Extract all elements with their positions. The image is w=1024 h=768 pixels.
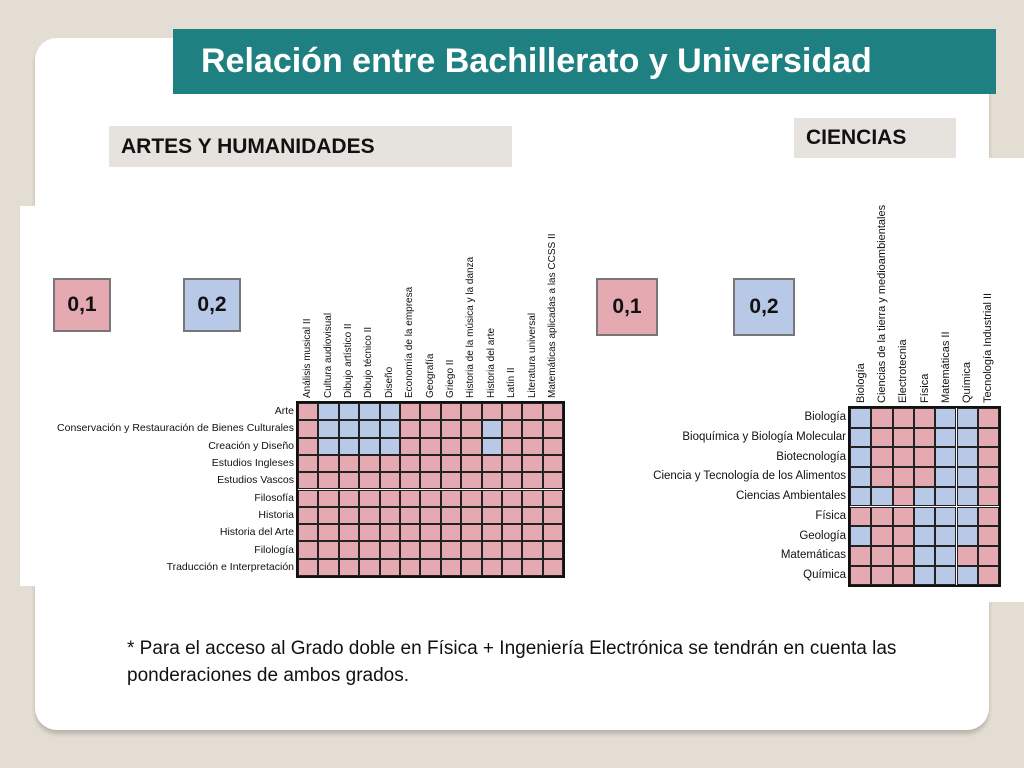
matrix-cell <box>380 472 400 489</box>
artes-matrix <box>296 401 565 578</box>
matrix-cell <box>850 526 871 546</box>
matrix-cell <box>914 467 935 487</box>
matrix-cell <box>441 559 461 576</box>
legend-weight-0-2: 0,2 <box>183 278 241 332</box>
matrix-cell <box>935 447 956 467</box>
row-header: Filosofía <box>254 491 294 504</box>
matrix-cell <box>461 403 481 420</box>
matrix-cell <box>957 408 978 428</box>
matrix-cell <box>914 447 935 467</box>
matrix-cell <box>339 472 359 489</box>
matrix-cell <box>380 455 400 472</box>
matrix-cell <box>318 438 338 455</box>
matrix-cell <box>850 467 871 487</box>
matrix-cell <box>978 507 999 527</box>
matrix-cell <box>359 541 379 558</box>
matrix-cell <box>380 420 400 437</box>
matrix-cell <box>420 559 440 576</box>
ciencias-section-label: CIENCIAS <box>794 118 956 158</box>
matrix-cell <box>893 487 914 507</box>
matrix-cell <box>441 403 461 420</box>
column-header: Cultura audiovisual <box>322 312 334 398</box>
matrix-cell <box>441 507 461 524</box>
matrix-cell <box>957 467 978 487</box>
matrix-cell <box>914 507 935 527</box>
matrix-cell <box>502 472 522 489</box>
matrix-cell <box>359 490 379 507</box>
matrix-cell <box>441 524 461 541</box>
matrix-cell <box>298 524 318 541</box>
matrix-cell <box>461 559 481 576</box>
matrix-cell <box>400 455 420 472</box>
matrix-cell <box>914 408 935 428</box>
matrix-cell <box>482 559 502 576</box>
matrix-cell <box>298 438 318 455</box>
row-header: Matemáticas <box>780 549 846 562</box>
matrix-cell <box>871 526 892 546</box>
matrix-cell <box>339 524 359 541</box>
matrix-cell <box>522 490 542 507</box>
matrix-cell <box>935 507 956 527</box>
matrix-cell <box>978 467 999 487</box>
row-header: Ciencia y Tecnología de los Alimentos <box>653 470 846 483</box>
matrix-cell <box>359 403 379 420</box>
matrix-cell <box>522 559 542 576</box>
row-header: Biología <box>804 411 846 424</box>
row-header: Bioquímica y Biología Molecular <box>682 431 846 444</box>
matrix-cell <box>441 472 461 489</box>
column-header: Historia del arte <box>485 327 497 398</box>
column-header: Matemáticas II <box>939 331 952 403</box>
row-header: Estudios Ingleses <box>211 457 294 470</box>
matrix-cell <box>441 490 461 507</box>
matrix-cell <box>400 541 420 558</box>
matrix-cell <box>914 428 935 448</box>
matrix-cell <box>871 546 892 566</box>
matrix-cell <box>339 455 359 472</box>
matrix-cell <box>339 507 359 524</box>
row-header: Historia del Arte <box>219 526 294 539</box>
footnote: * Para el acceso al Grado doble en Física + Ingeniería Electrónica se tendrán en cuenta las ponderaciones de ambos grados. <box>127 638 897 686</box>
legend-weight-0-1: 0,1 <box>53 278 111 332</box>
matrix-cell <box>522 403 542 420</box>
column-header: Diseño <box>383 366 395 398</box>
matrix-cell <box>359 420 379 437</box>
matrix-cell <box>420 420 440 437</box>
matrix-cell <box>957 546 978 566</box>
matrix-cell <box>871 566 892 586</box>
matrix-cell <box>543 472 563 489</box>
matrix-cell <box>914 487 935 507</box>
matrix-cell <box>482 438 502 455</box>
matrix-cell <box>502 559 522 576</box>
matrix-cell <box>298 490 318 507</box>
matrix-cell <box>380 490 400 507</box>
matrix-cell <box>318 559 338 576</box>
matrix-cell <box>298 559 318 576</box>
matrix-cell <box>871 487 892 507</box>
matrix-cell <box>522 438 542 455</box>
matrix-cell <box>339 403 359 420</box>
column-header: Química <box>961 362 974 403</box>
matrix-cell <box>380 507 400 524</box>
matrix-cell <box>380 438 400 455</box>
row-header: Biotecnología <box>776 450 846 463</box>
matrix-cell <box>871 447 892 467</box>
matrix-cell <box>318 472 338 489</box>
row-header: Física <box>815 509 846 522</box>
matrix-cell <box>420 403 440 420</box>
artes-table-panel <box>20 206 590 586</box>
matrix-cell <box>461 438 481 455</box>
row-header: Química <box>803 568 846 581</box>
matrix-cell <box>850 507 871 527</box>
matrix-cell <box>380 524 400 541</box>
matrix-cell <box>957 487 978 507</box>
matrix-cell <box>522 420 542 437</box>
matrix-cell <box>935 428 956 448</box>
column-header: Economía de la empresa <box>404 286 416 398</box>
matrix-cell <box>420 438 440 455</box>
matrix-cell <box>482 455 502 472</box>
matrix-cell <box>935 526 956 546</box>
matrix-cell <box>893 566 914 586</box>
matrix-cell <box>441 455 461 472</box>
matrix-cell <box>400 524 420 541</box>
matrix-cell <box>543 490 563 507</box>
matrix-cell <box>380 541 400 558</box>
row-header: Arte <box>274 405 294 418</box>
matrix-cell <box>482 507 502 524</box>
column-header: Literatura universal <box>526 312 538 398</box>
matrix-cell <box>482 490 502 507</box>
matrix-cell <box>543 541 563 558</box>
column-header: Griego II <box>445 359 456 398</box>
matrix-cell <box>957 507 978 527</box>
matrix-cell <box>850 566 871 586</box>
matrix-cell <box>893 507 914 527</box>
matrix-cell <box>502 438 522 455</box>
matrix-cell <box>935 546 956 566</box>
matrix-cell <box>359 524 379 541</box>
matrix-cell <box>978 487 999 507</box>
column-header: Física <box>918 373 931 403</box>
matrix-cell <box>893 526 914 546</box>
row-header: Geología <box>799 529 846 542</box>
matrix-cell <box>400 490 420 507</box>
matrix-cell <box>543 420 563 437</box>
matrix-cell <box>298 455 318 472</box>
matrix-cell <box>400 559 420 576</box>
matrix-cell <box>441 541 461 558</box>
matrix-cell <box>935 408 956 428</box>
matrix-cell <box>420 472 440 489</box>
artes-row-headers <box>20 206 294 586</box>
ciencias-table-panel <box>575 158 1024 602</box>
matrix-cell <box>850 447 871 467</box>
matrix-cell <box>482 403 502 420</box>
matrix-cell <box>957 566 978 586</box>
matrix-cell <box>318 455 338 472</box>
matrix-cell <box>339 559 359 576</box>
column-header: Dibujo técnico II <box>363 326 375 398</box>
row-header: Traducción e Interpretación <box>166 560 294 573</box>
matrix-cell <box>978 428 999 448</box>
matrix-cell <box>502 403 522 420</box>
matrix-cell <box>400 438 420 455</box>
matrix-cell <box>914 546 935 566</box>
matrix-cell <box>522 524 542 541</box>
matrix-cell <box>359 438 379 455</box>
matrix-cell <box>461 472 481 489</box>
matrix-cell <box>482 524 502 541</box>
artes-section-label: ARTES Y HUMANIDADES <box>109 126 512 167</box>
matrix-cell <box>543 559 563 576</box>
matrix-cell <box>318 490 338 507</box>
matrix-cell <box>339 490 359 507</box>
matrix-cell <box>318 507 338 524</box>
matrix-cell <box>543 403 563 420</box>
matrix-cell <box>914 526 935 546</box>
matrix-cell <box>339 420 359 437</box>
matrix-cell <box>935 467 956 487</box>
matrix-cell <box>957 526 978 546</box>
matrix-cell <box>893 546 914 566</box>
matrix-cell <box>461 507 481 524</box>
matrix-cell <box>441 420 461 437</box>
column-header: Tecnología Industrial II <box>982 292 995 403</box>
row-header: Creación y Diseño <box>208 439 294 452</box>
ciencias-row-headers <box>575 158 846 602</box>
column-header: Matemáticas aplicadas a las CCSS II <box>547 233 558 398</box>
matrix-cell <box>420 490 440 507</box>
column-header: Dibujo artístico II <box>343 323 354 398</box>
row-header: Ciencias Ambientales <box>736 490 846 503</box>
matrix-cell <box>935 566 956 586</box>
matrix-cell <box>978 408 999 428</box>
matrix-cell <box>318 403 338 420</box>
matrix-cell <box>298 472 318 489</box>
matrix-cell <box>298 420 318 437</box>
matrix-cell <box>978 526 999 546</box>
matrix-cell <box>893 447 914 467</box>
matrix-cell <box>522 472 542 489</box>
slide-title: Relación entre Bachillerato y Universidad <box>173 29 996 94</box>
matrix-cell <box>522 507 542 524</box>
matrix-cell <box>502 541 522 558</box>
matrix-cell <box>461 524 481 541</box>
matrix-cell <box>482 420 502 437</box>
legend-weight-0-1: 0,1 <box>596 278 658 336</box>
matrix-cell <box>978 566 999 586</box>
matrix-cell <box>482 541 502 558</box>
matrix-cell <box>850 428 871 448</box>
matrix-cell <box>502 507 522 524</box>
matrix-cell <box>359 472 379 489</box>
matrix-cell <box>359 455 379 472</box>
matrix-cell <box>935 487 956 507</box>
matrix-cell <box>871 408 892 428</box>
matrix-cell <box>461 455 481 472</box>
matrix-cell <box>359 507 379 524</box>
column-header: Electrotecnia <box>897 339 910 403</box>
matrix-cell <box>400 472 420 489</box>
matrix-cell <box>543 438 563 455</box>
column-header: Biología <box>854 363 867 403</box>
matrix-cell <box>871 507 892 527</box>
matrix-cell <box>543 455 563 472</box>
matrix-cell <box>420 541 440 558</box>
matrix-cell <box>298 541 318 558</box>
matrix-cell <box>914 566 935 586</box>
matrix-cell <box>850 546 871 566</box>
matrix-cell <box>850 487 871 507</box>
matrix-cell <box>461 541 481 558</box>
matrix-cell <box>850 408 871 428</box>
matrix-cell <box>893 428 914 448</box>
matrix-cell <box>871 428 892 448</box>
matrix-cell <box>502 455 522 472</box>
matrix-cell <box>298 507 318 524</box>
matrix-cell <box>359 559 379 576</box>
matrix-cell <box>893 467 914 487</box>
matrix-cell <box>318 420 338 437</box>
matrix-cell <box>420 507 440 524</box>
matrix-cell <box>957 447 978 467</box>
matrix-cell <box>978 447 999 467</box>
matrix-cell <box>441 438 461 455</box>
matrix-cell <box>893 408 914 428</box>
matrix-cell <box>502 524 522 541</box>
column-header: Ciencias de la tierra y medioambientales <box>875 204 888 403</box>
matrix-cell <box>502 420 522 437</box>
matrix-cell <box>420 524 440 541</box>
matrix-cell <box>482 472 502 489</box>
matrix-cell <box>978 546 999 566</box>
column-header: Latín II <box>506 367 518 398</box>
matrix-cell <box>298 403 318 420</box>
matrix-cell <box>400 507 420 524</box>
matrix-cell <box>318 524 338 541</box>
matrix-cell <box>957 428 978 448</box>
matrix-cell <box>318 541 338 558</box>
matrix-cell <box>522 541 542 558</box>
column-header: Geografía <box>424 353 436 398</box>
matrix-cell <box>420 455 440 472</box>
matrix-cell <box>543 507 563 524</box>
matrix-cell <box>461 420 481 437</box>
row-header: Conservación y Restauración de Bienes Culturales <box>57 422 294 435</box>
row-header: Filología <box>254 543 294 556</box>
matrix-cell <box>871 467 892 487</box>
matrix-cell <box>502 490 522 507</box>
matrix-cell <box>400 420 420 437</box>
matrix-cell <box>380 403 400 420</box>
matrix-cell <box>461 490 481 507</box>
column-header: Análisis musical II <box>302 318 314 398</box>
ciencias-matrix <box>848 406 1001 587</box>
column-header: Historia de la música y la danza <box>465 256 477 398</box>
matrix-cell <box>543 524 563 541</box>
row-header: Estudios Vascos <box>217 474 294 487</box>
matrix-cell <box>522 455 542 472</box>
matrix-cell <box>380 559 400 576</box>
matrix-cell <box>339 438 359 455</box>
matrix-cell <box>400 403 420 420</box>
row-header: Historia <box>258 508 294 521</box>
legend-weight-0-2: 0,2 <box>733 278 795 336</box>
matrix-cell <box>339 541 359 558</box>
